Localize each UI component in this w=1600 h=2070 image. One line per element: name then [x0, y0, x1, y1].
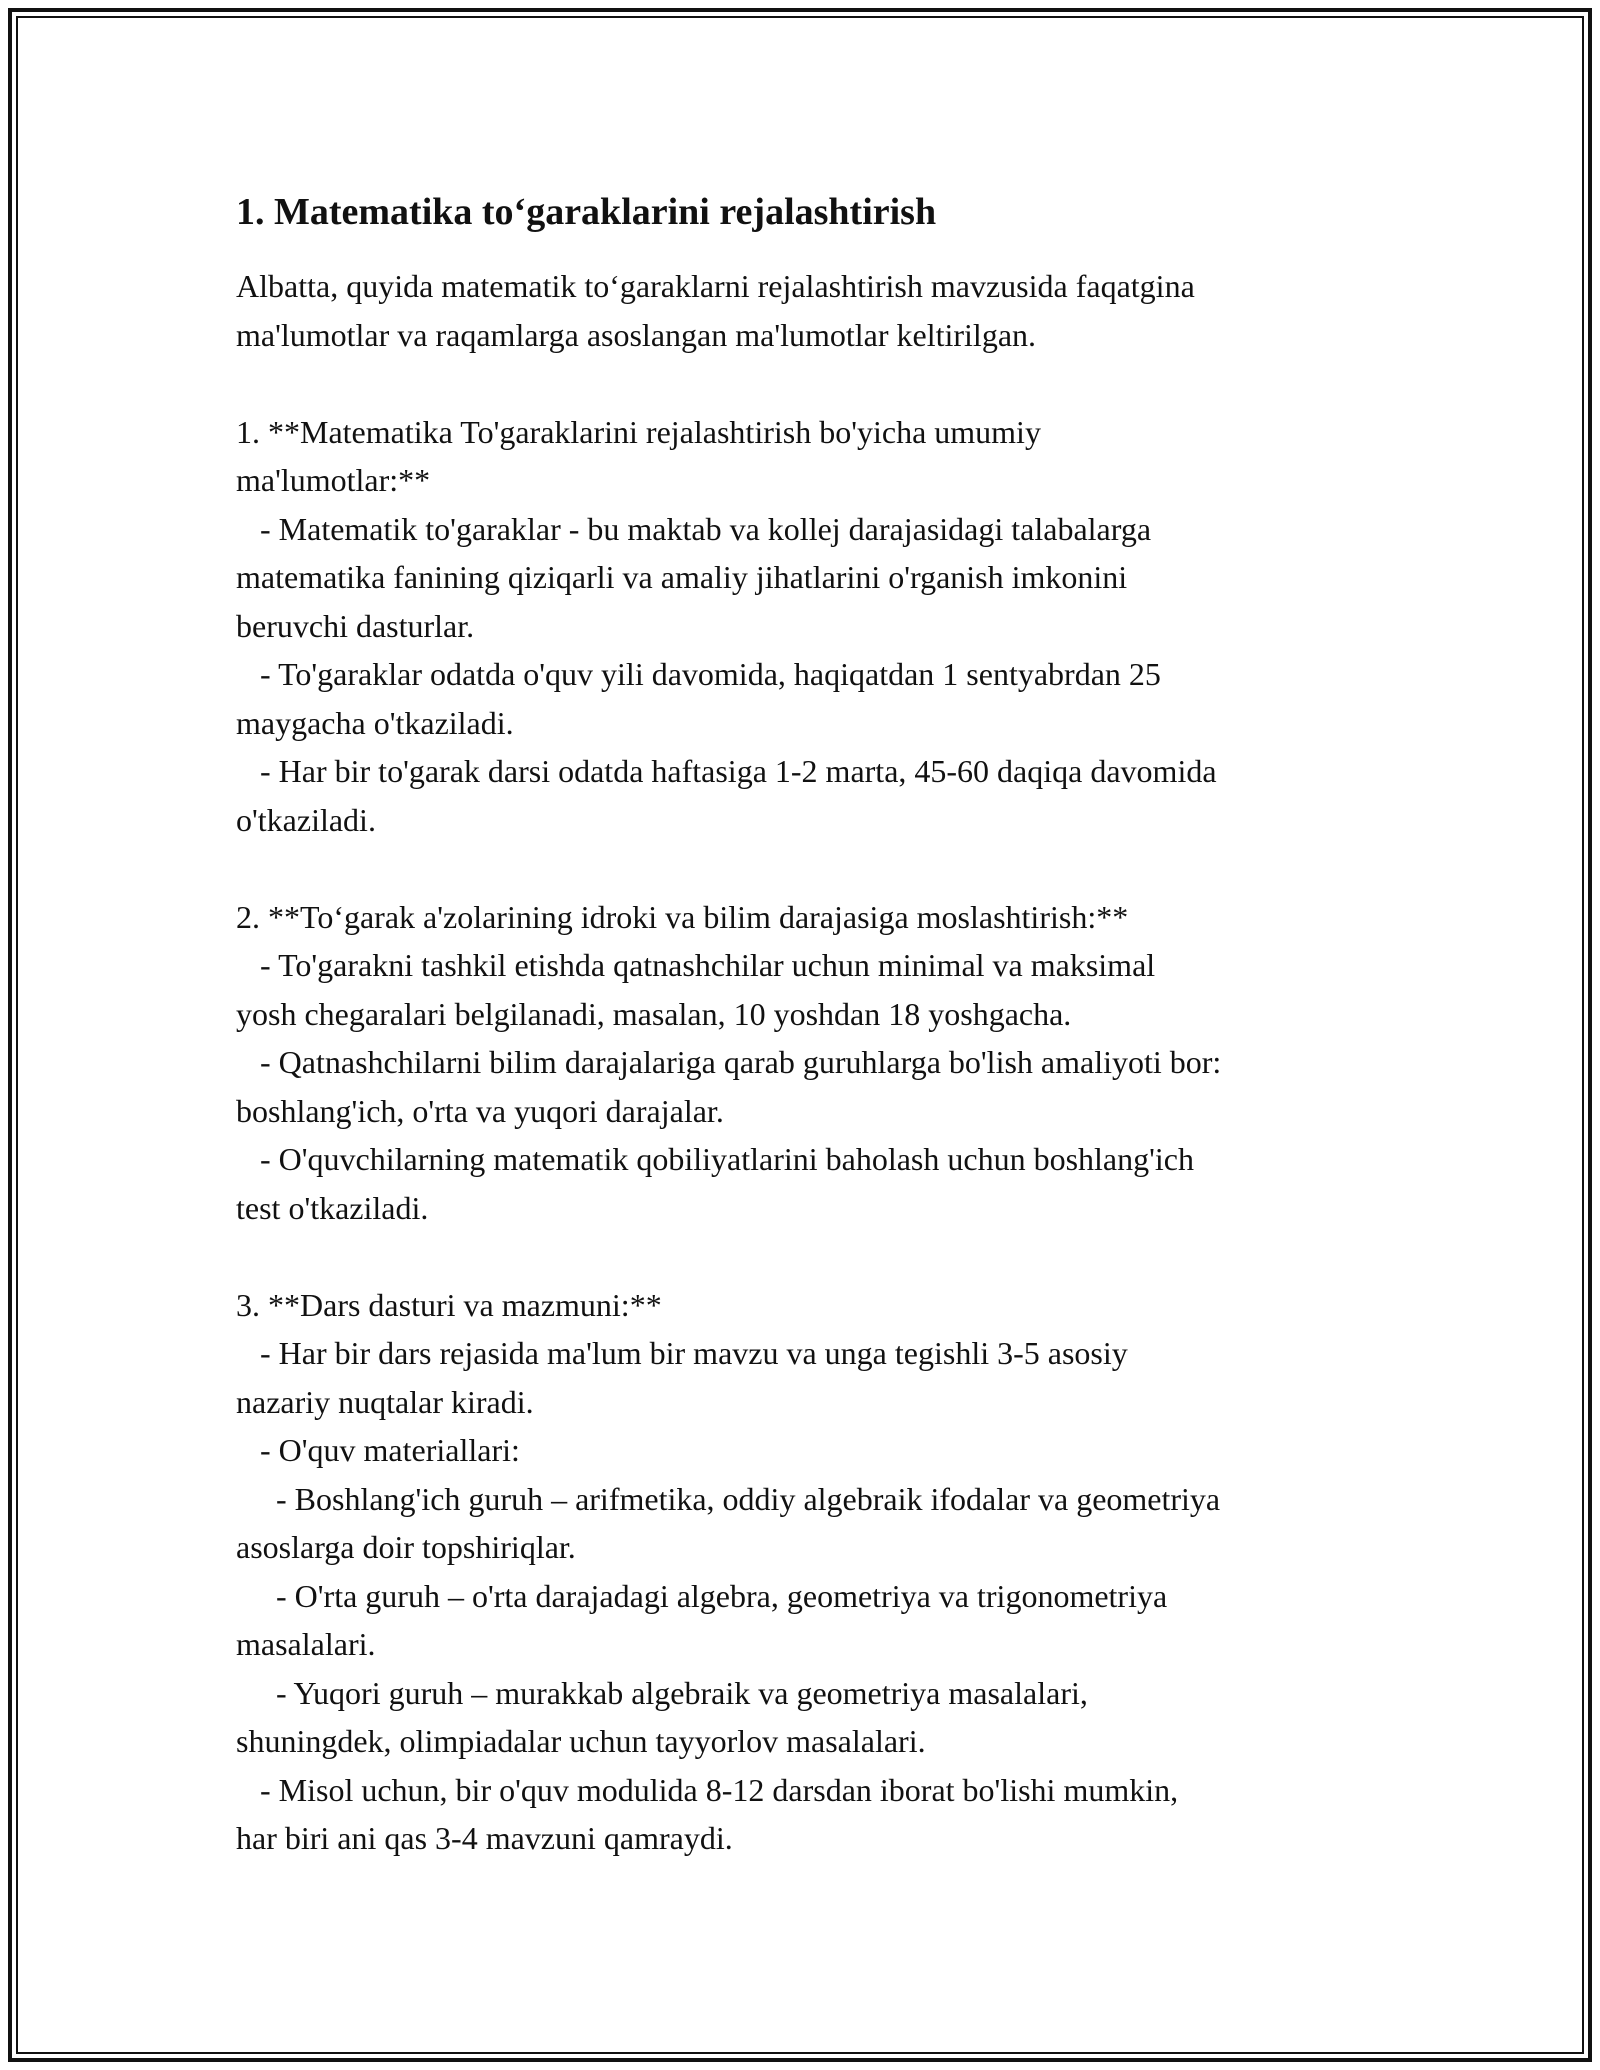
text-line: boshlang'ich, o'rta va yuqori darajalar.	[236, 1092, 724, 1129]
list-item: - O'rta guruh – o'rta darajadagi algebra, geometriya va trigonometriya	[236, 1577, 1168, 1614]
paragraph-spacer	[236, 1232, 1376, 1281]
text-line: matematika fanining qiziqarli va amaliy jihatlarini o'rganish imkonini	[236, 559, 1128, 595]
list-item: - Har bir to'garak darsi odatda haftasiga 1-2 marta, 45-60 daqiqa davomida	[236, 753, 1217, 789]
document-title: 1. Matematika to‘garaklarini rejalashtirish	[236, 191, 937, 233]
text-line: har biri ani qas 3-4 mavzuni qamraydi.	[236, 1820, 733, 1856]
intro-paragraph	[236, 262, 1376, 359]
text-line: asoslarga doir topshiriqlar.	[236, 1529, 576, 1565]
list-item: - To'garaklar odatda o'quv yili davomida, haqiqatdan 1 sentyabrdan 25	[236, 656, 1161, 692]
paragraph-spacer	[236, 359, 1376, 408]
list-item: - O'quvchilarning matematik qobiliyatlarini baholash uchun boshlang'ich	[236, 1141, 1194, 1177]
document-body	[236, 184, 1376, 1863]
list-item: - Boshlang'ich guruh – arifmetika, oddiy algebraik ifodalar va geometriya	[236, 1480, 1221, 1517]
text-line: Albatta, quyida matematik to‘garaklarni rejalashtirish mavzusida faqatgina	[236, 268, 1195, 304]
text-line: nazariy nuqtalar kiradi.	[236, 1383, 534, 1420]
section-2	[236, 893, 1376, 1233]
text-line: shuningdek, olimpiadalar uchun tayyorlov masalalari.	[236, 1723, 926, 1759]
paragraph-spacer	[236, 844, 1376, 893]
list-item: - Misol uchun, bir o'quv modulida 8-12 darsdan iborat bo'lishi mumkin,	[236, 1771, 1179, 1808]
text-line: masalalari.	[236, 1626, 376, 1662]
text-line: ma'lumotlar:**	[236, 462, 431, 498]
section-heading: 1. **Matematika To'garaklarini rejalashtirish bo'yicha umumiy	[236, 413, 1041, 450]
list-item: - Qatnashchilarni bilim darajalariga qarab guruhlarga bo'lish amaliyoti bor:	[236, 1044, 1222, 1080]
text-line: o'tkaziladi.	[236, 801, 376, 838]
text-line: test o'tkaziladi.	[236, 1189, 429, 1226]
section-heading: 3. **Dars dasturi va mazmuni:**	[236, 1286, 662, 1323]
text-line: yosh chegaralari belgilanadi, masalan, 10 yoshdan 18 yoshgacha.	[236, 995, 1072, 1032]
section-3	[236, 1281, 1376, 1863]
text-line: beruvchi dasturlar.	[236, 607, 475, 644]
list-item: - O'quv materiallari:	[236, 1432, 520, 1468]
section-1	[236, 408, 1376, 845]
list-item: - Yuqori guruh – murakkab algebraik va geometriya masalalari,	[236, 1674, 1088, 1711]
list-item: - Matematik to'garaklar - bu maktab va kollej darajasidagi talabalarga	[236, 510, 1152, 547]
text-line: maygacha o'tkaziladi.	[236, 704, 514, 741]
list-item: - Har bir dars rejasida ma'lum bir mavzu va unga tegishli 3-5 asosiy	[236, 1335, 1128, 1371]
list-item: - To'garakni tashkil etishda qatnashchilar uchun minimal va maksimal	[236, 947, 1156, 983]
section-heading: 2. **To‘garak a'zolarining idroki va bilim darajasiga moslashtirish:**	[236, 898, 1129, 935]
text-line: ma'lumotlar va raqamlarga asoslangan ma'lumotlar keltirilgan.	[236, 316, 1037, 353]
